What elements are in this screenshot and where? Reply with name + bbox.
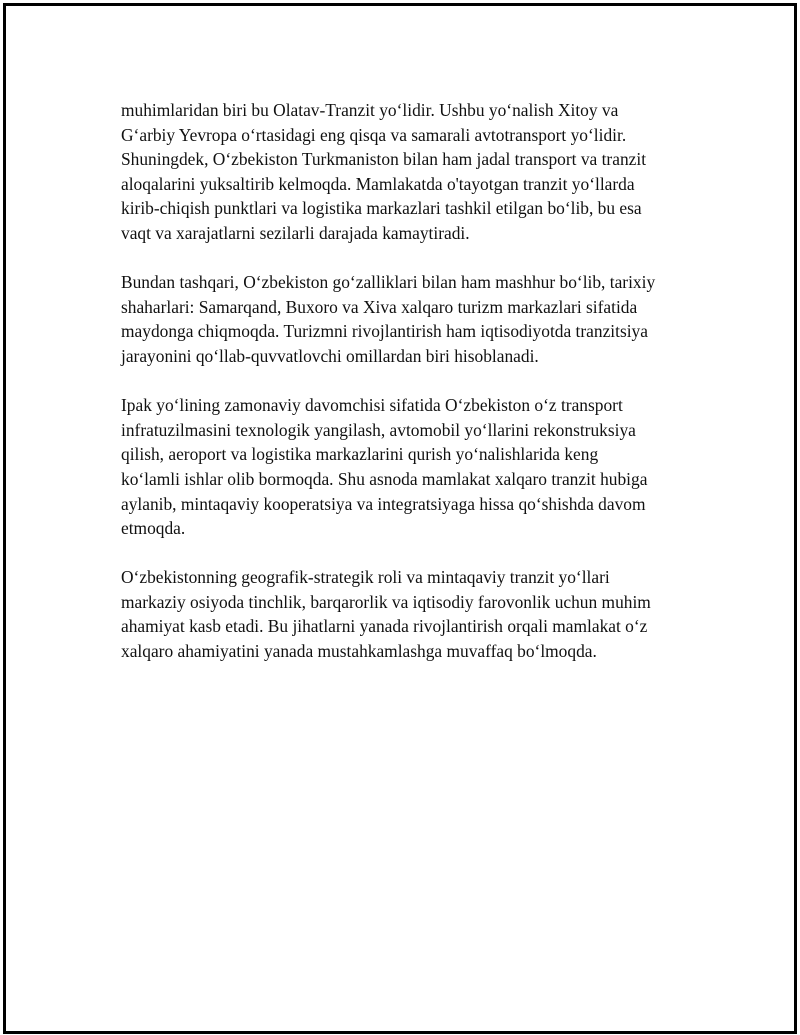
paragraph-line: O‘zbekistonning geografik-strategik roli va mintaqaviy tranzit yo‘llari [121, 567, 610, 588]
paragraph-line: aylanib, mintaqaviy kooperatsiya va integratsiyaga hissa qo‘shishda davom [121, 493, 646, 514]
document-body [121, 98, 701, 688]
paragraph-1 [121, 98, 701, 246]
paragraph-line: Bundan tashqari, O‘zbekiston go‘zalliklari bilan ham mashhur bo‘lib, tarixiy [121, 272, 656, 293]
paragraph-line: xalqaro ahamiyatini yanada mustahkamlashga muvaffaq bo‘lmoqda. [121, 641, 597, 662]
paragraph-line: infratuzilmasini texnologik yangilash, avtomobil yo‘llarini rekonstruksiya [121, 419, 636, 440]
paragraph-line: qilish, aeroport va logistika markazlarini qurish yo‘nalishlarida keng [121, 444, 599, 465]
paragraph-line: ahamiyat kasb etadi. Bu jihatlarni yanada rivojlantirish orqali mamlakat o‘z [121, 616, 648, 637]
paragraph-line: shaharlari: Samarqand, Buxoro va Xiva xalqaro turizm markazlari sifatida [121, 296, 638, 317]
paragraph-line: Shuningdek, O‘zbekiston Turkmaniston bilan ham jadal transport va tranzit [121, 149, 647, 170]
paragraph-line: G‘arbiy Yevropa o‘rtasidagi eng qisqa va samarali avtotransport yo‘lidir. [121, 124, 627, 145]
document-page [3, 3, 797, 1034]
paragraph-line: jarayonini qo‘llab-quvvatlovchi omillardan biri hisoblanadi. [121, 345, 539, 366]
paragraph-line: muhimlaridan biri bu Olatav-Tranzit yo‘lidir. Ushbu yo‘nalish Xitoy va [121, 100, 619, 120]
paragraph-4 [121, 565, 701, 663]
paragraph-line: vaqt va xarajatlarni sezilarli darajada kamaytiradi. [121, 222, 470, 243]
paragraph-2 [121, 270, 701, 368]
paragraph-3 [121, 393, 701, 541]
paragraph-line: kirib-chiqish punktlari va logistika markazlari tashkil etilgan bo‘lib, bu esa [121, 198, 642, 219]
paragraph-line: ko‘lamli ishlar olib bormoqda. Shu asnoda mamlakat xalqaro tranzit hubiga [121, 468, 648, 489]
paragraph-line: aloqalarini yuksaltirib kelmoqda. Mamlakatda o'tayotgan tranzit yo‘llarda [121, 173, 635, 194]
paragraph-line: maydonga chiqmoqda. Turizmni rivojlantirish ham iqtisodiyotda tranzitsiya [121, 321, 648, 342]
paragraph-line: Ipak yo‘lining zamonaviy davomchisi sifatida O‘zbekiston o‘z transport [121, 395, 623, 416]
paragraph-line: markaziy osiyoda tinchlik, barqarorlik va iqtisodiy farovonlik uchun muhim [121, 591, 651, 612]
paragraph-line: etmoqda. [121, 518, 186, 539]
